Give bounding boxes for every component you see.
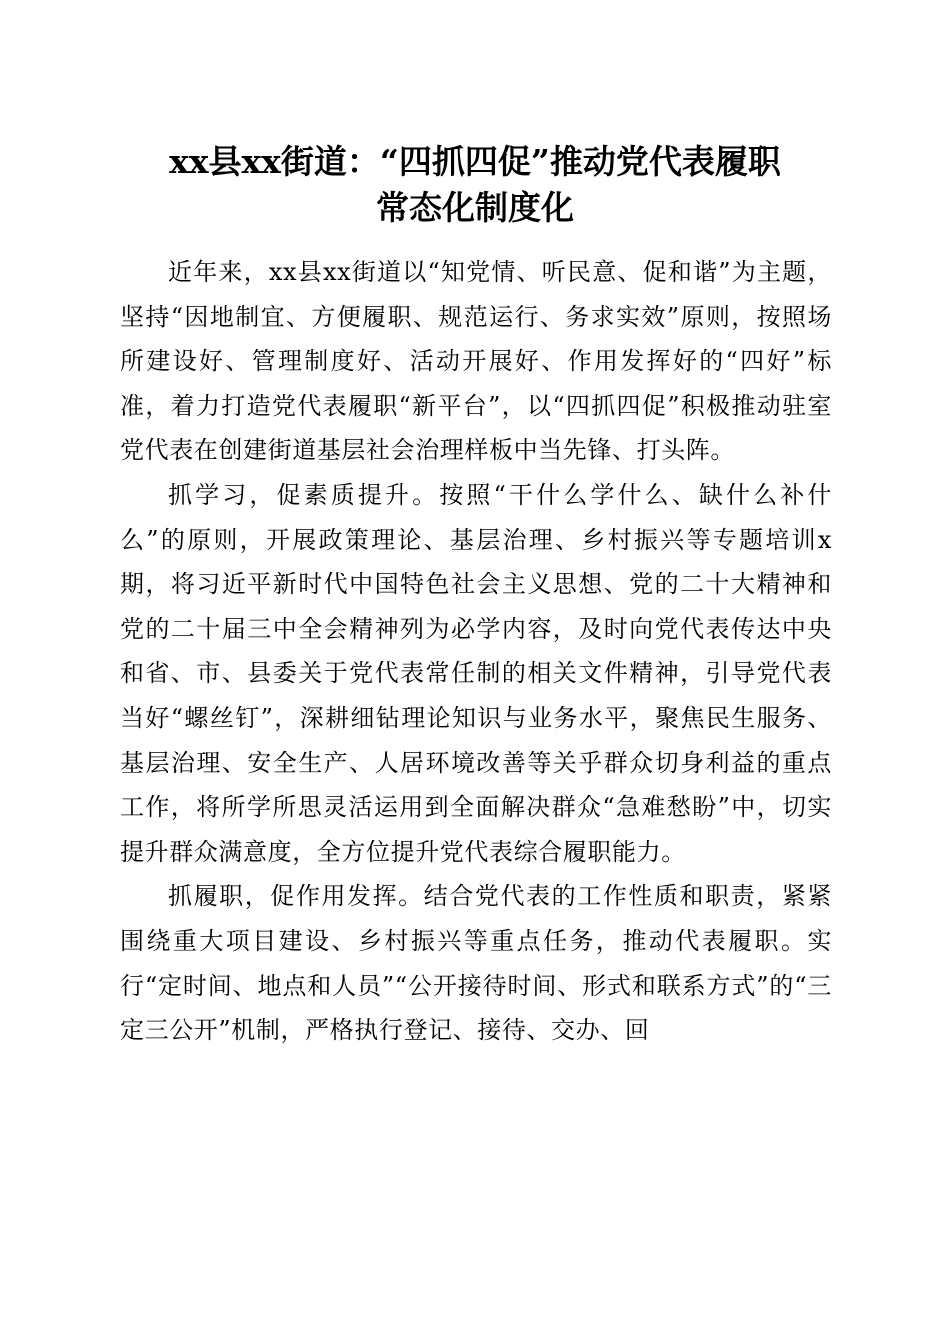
paragraph-study: 抓学习，促素质提升。按照“干什么学什么、缺什么补什么”的原则，开展政策理论、基层治理、乡村振兴等专题培训x期，将习近平新时代中国特色社会主义思想、党的二十大精神和党的二十届三中全会精神列为必学内容，及时向党代表传达中央和省、市、县委关于党代表常任制的相关文件精神，引导党代表当好“螺丝钉”，深耕细钻理论知识与业务水平，聚焦民生服务、基层治理、安全生产、人居环境改善等关乎群众切身利益的重点工作，将所学所思灵活运用到全面解决群众“急难愁盼”中，切实提升群众满意度，全方位提升党代表综合履职能力。 bbox=[120, 480, 832, 866]
document-title-line-2: 常态化制度化 bbox=[376, 188, 574, 227]
document-body bbox=[120, 250, 832, 1053]
document-title-line-1: xx县xx街道：“四抓四促”推动党代表履职 bbox=[169, 142, 781, 181]
paragraph-duty: 抓履职，促作用发挥。结合党代表的工作性质和职责，紧紧围绕重大项目建设、乡村振兴等重点任务，推动代表履职。实行“定时间、地点和人员”“公开接待时间、形式和联系方式”的“三定三公开”机制，严格执行登记、接待、交办、回 bbox=[120, 882, 832, 1045]
paragraph-intro: 近年来，xx县xx街道以“知党情、听民意、促和谐”为主题，坚持“因地制宜、方便履职、规范运行、务求实效”原则，按照场所建设好、管理制度好、活动开展好、作用发挥好的“四好”标准，着力打造党代表履职“新平台”，以“四抓四促”积极推动驻室党代表在创建街道基层社会治理样板中当先锋、打头阵。 bbox=[120, 258, 832, 465]
